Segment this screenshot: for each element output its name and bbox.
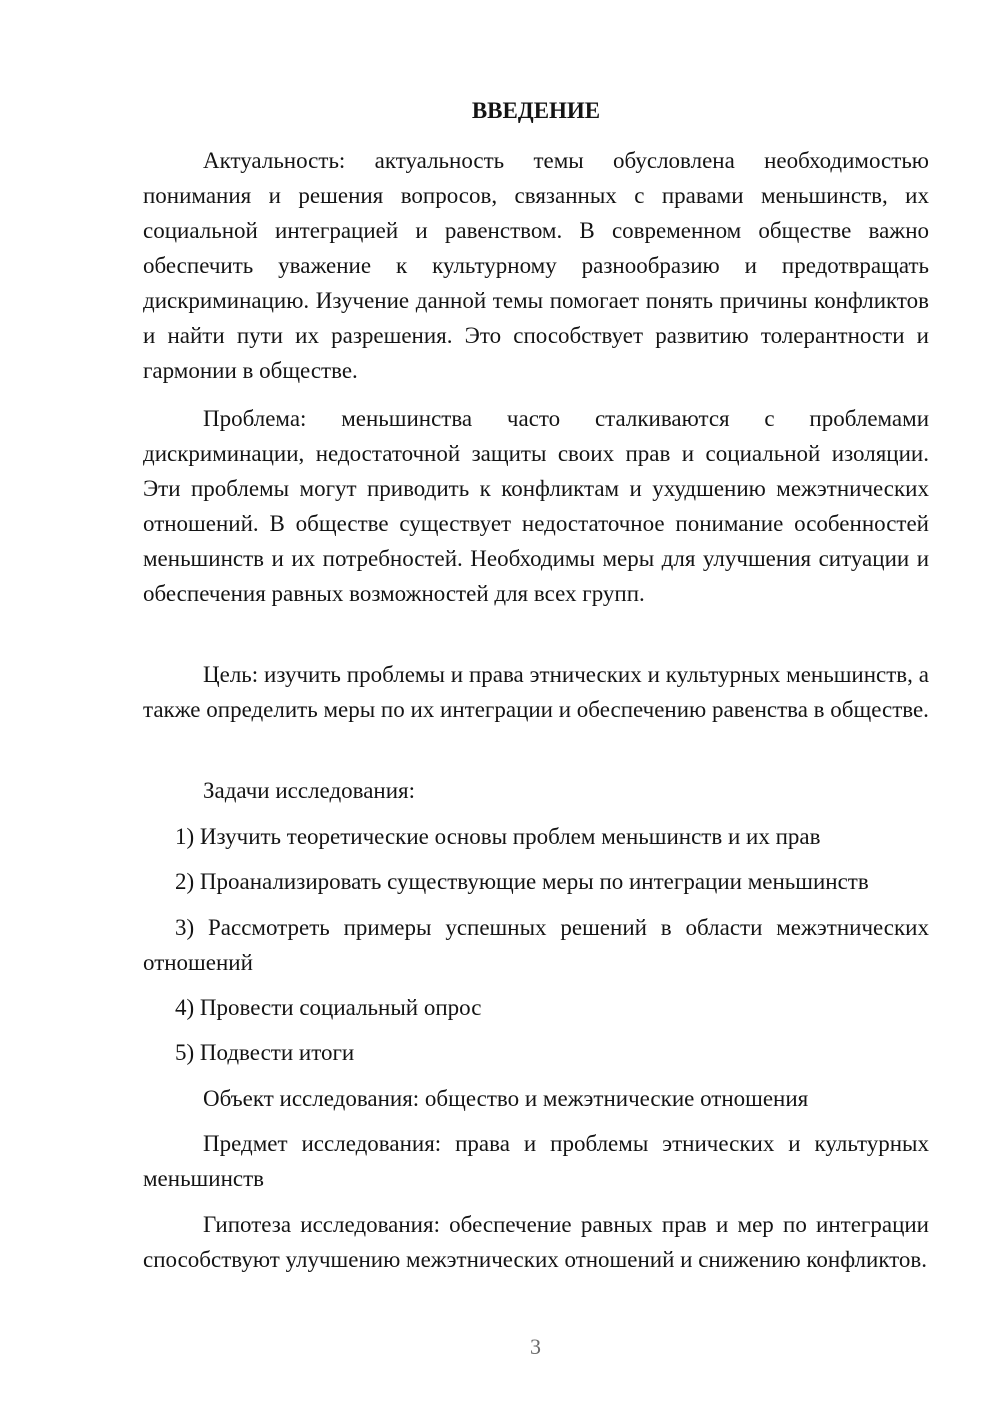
page-number: 3: [530, 1334, 541, 1359]
subject-paragraph: Предмет исследования: права и проблемы этнических и культурных меньшинств: [143, 1131, 929, 1191]
hypothesis-paragraph: Гипотеза исследования: обеспечение равных прав и мер по интеграции способствуют улучшению межэтнических отношений и снижению конфликтов.: [143, 1212, 929, 1272]
object-paragraph: Объект исследования: общество и межэтнические отношения: [203, 1086, 809, 1111]
task-item-1: 1) Изучить теоретические основы проблем меньшинств и их прав: [175, 824, 821, 849]
task-item-5: 5) Подвести итоги: [175, 1040, 355, 1065]
task-item-2: 2) Проанализировать существующие меры по интеграции меньшинств: [175, 869, 869, 894]
goal-paragraph: Цель: изучить проблемы и права этнических и культурных меньшинств, а также определить меры по их интеграции и обеспечению равенства в обществе.: [143, 662, 929, 722]
task-item-4: 4) Провести социальный опрос: [175, 995, 482, 1020]
relevance-paragraph: Актуальность: актуальность темы обусловлена необходимостью понимания и решения вопросов, связанных с правами меньшинств, их социальной интеграцией и равенством. В современном обществе важно обеспечить уважение к культурному разнообразию и предотвращать дискриминацию. Изучение данной темы помогает понять причины конфликтов и найти пути их разрешения. Это способствует развитию толерантности и гармонии в обществе.: [143, 148, 929, 383]
section-title: ВВЕДЕНИЕ: [471, 98, 601, 123]
problem-paragraph: Проблема: меньшинства часто сталкиваются с проблемами дискриминации, недостаточной защиты своих прав и социальной изоляции. Эти проблемы могут приводить к конфликтам и ухудшению межэтнических отношений. В обществе существует недостаточное понимание особенностей меньшинств и их потребностей. Необходимы меры для улучшения ситуации и обеспечения равных возможностей для всех групп.: [143, 406, 929, 606]
task-item-3: 3) Рассмотреть примеры успешных решений в области межэтнических отношений: [143, 915, 929, 975]
tasks-heading: Задачи исследования:: [203, 778, 416, 803]
